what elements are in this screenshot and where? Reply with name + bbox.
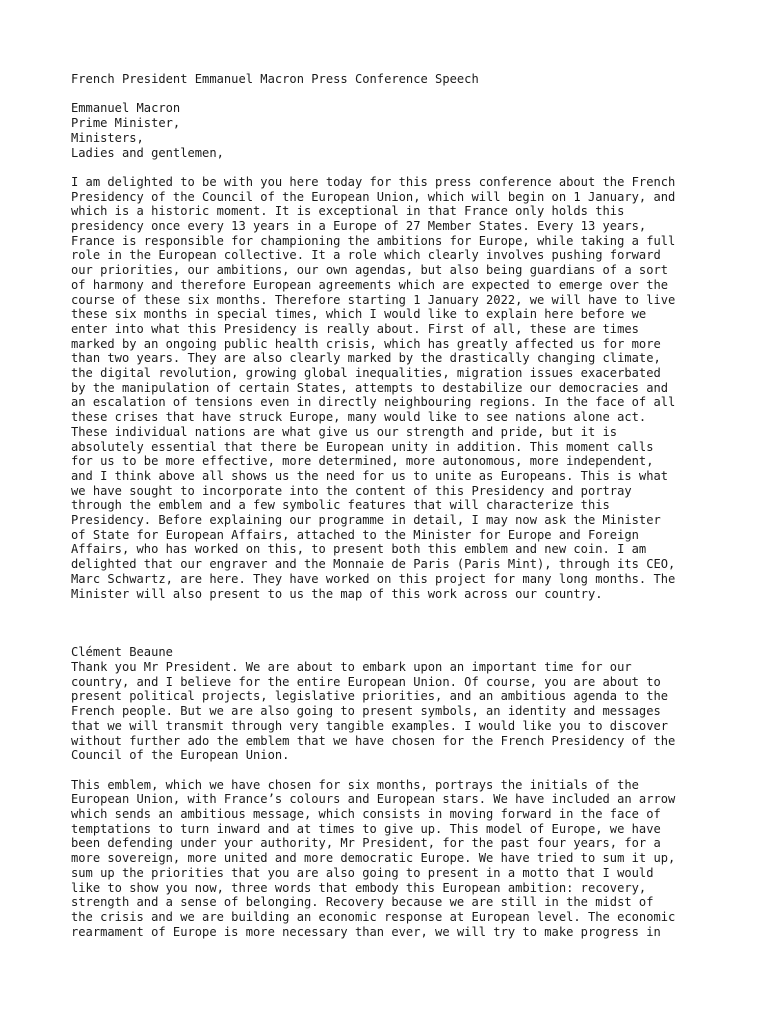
salutation-line: Ladies and gentlemen, <box>71 145 224 160</box>
text-line: which sends an ambitious message, which consists in moving forward in the face of <box>71 807 661 821</box>
text-line: by the manipulation of certain States, attempts to destabilize our democracies and <box>71 380 669 395</box>
text-line: these crises that have struck Europe, many would like to see nations alone act. <box>71 410 647 425</box>
text-line: we have sought to incorporate into the content of this Presidency and portray <box>71 483 632 498</box>
text-line: Thank you Mr President. We are about to embark upon an important time for our <box>71 659 632 674</box>
salutation-line: Prime Minister, <box>71 116 181 131</box>
text-line: without further ado the emblem that we have chosen for the French Presidency of the <box>71 733 676 748</box>
text-line: enter into what this Presidency is really about. First of all, these are times <box>71 321 639 336</box>
text-line: strength and a sense of belonging. Recovery because we are still in the midst of <box>71 895 654 910</box>
text-line: that we will transmit through very tangible examples. I would like you to discover <box>71 718 669 733</box>
text-line: Affairs, who has worked on this, to present both this emblem and new coin. I am <box>71 542 647 557</box>
text-line: these six months in special times, which I would like to explain here before we <box>71 307 647 322</box>
text-line: an escalation of tensions even in directly neighbouring regions. In the face of all <box>71 395 676 410</box>
text-line: of State for European Affairs, attached to the Minister for Europe and Foreign <box>71 527 639 542</box>
document-title: French President Emmanuel Macron Press Conference Speech <box>71 72 479 86</box>
text-line: France is responsible for championing the ambitions for Europe, while taking a full <box>71 233 676 248</box>
text-line: and I think above all shows us the need for us to unite as Europeans. This is what <box>71 468 669 483</box>
speaker-name: Emmanuel Macron <box>71 101 181 116</box>
text-line: the crisis and we are building an economic response at European level. The economic <box>71 909 676 924</box>
text-line: present political projects, legislative priorities, and an ambitious agenda to the <box>71 689 669 704</box>
text-line: This emblem, which we have chosen for six months, portrays the initials of the <box>71 777 639 792</box>
salutation-line: Ministers, <box>71 130 144 145</box>
text-line: Presidency. Before explaining our programme in detail, I may now ask the Minister <box>71 513 661 528</box>
text-line: absolutely essential that there be European unity in addition. This moment calls <box>71 439 654 454</box>
text-line: role in the European collective. It a role which clearly involves pushing forward <box>71 248 661 263</box>
text-line: more sovereign, more united and more democratic Europe. We have tried to sum it up, <box>71 851 676 866</box>
text-line: I am delighted to be with you here today for this press conference about the French <box>71 174 676 189</box>
text-line: Marc Schwartz, are here. They have worked on this project for many long months. The <box>71 571 676 586</box>
text-line: our priorities, our ambitions, our own agendas, but also being guardians of a sort <box>71 263 669 278</box>
text-line: through the emblem and a few symbolic features that will characterize this <box>71 498 610 513</box>
text-line: like to show you now, three words that embody this European ambition: recovery, <box>71 880 647 895</box>
section-gap <box>71 601 708 645</box>
text-line: for us to be more effective, more determined, more autonomous, more independent, <box>71 454 654 469</box>
text-line: been defending under your authority, Mr President, for the past four years, for a <box>71 836 661 851</box>
text-line: temptations to turn inward and at times to give up. This model of Europe, we have <box>71 821 661 836</box>
text-line: presidency once every 13 years in a Europe of 27 Member States. Every 13 years, <box>71 219 647 233</box>
text-line: Presidency of the Council of the European Union, which will begin on 1 January, and <box>71 189 676 204</box>
text-line: rearmament of Europe is more necessary than ever, we will try to make progress in <box>71 924 661 939</box>
text-line: marked by an ongoing public health crisis, which has greatly affected us for more <box>71 336 661 351</box>
opening-block <box>71 101 708 160</box>
text-line: of harmony and therefore European agreements which are expected to emerge over the <box>71 277 669 292</box>
text-line: delighted that our engraver and the Monnaie de Paris (Paris Mint), through its CEO, <box>71 557 676 572</box>
speaker-name: Clément Beaune <box>71 645 173 660</box>
text-line: French people. But we are also going to present symbols, an identity and messages <box>71 704 661 719</box>
text-line: which is a historic moment. It is exceptional in that France only holds this <box>71 204 625 219</box>
beaune-paragraph <box>71 660 708 763</box>
text-line: These individual nations are what give us our strength and pride, but it is <box>71 424 618 439</box>
text-line: Minister will also present to us the map of this work across our country. <box>71 586 603 601</box>
text-line: than two years. They are also clearly marked by the drastically changing climate, <box>71 351 661 366</box>
text-line: sum up the priorities that you are also going to present in a motto that I would <box>71 865 654 880</box>
text-line: course of these six months. Therefore starting 1 January 2022, we will have to live <box>71 292 676 307</box>
macron-paragraph <box>71 175 708 601</box>
text-line: the digital revolution, growing global inequalities, migration issues exacerbated <box>71 366 661 381</box>
beaune-paragraph <box>71 778 708 940</box>
text-line: Council of the European Union. <box>71 748 290 763</box>
text-line: European Union, with France’s colours and European stars. We have included an arrow <box>71 792 676 807</box>
text-line: country, and I believe for the entire European Union. Of course, you are about to <box>71 674 661 689</box>
